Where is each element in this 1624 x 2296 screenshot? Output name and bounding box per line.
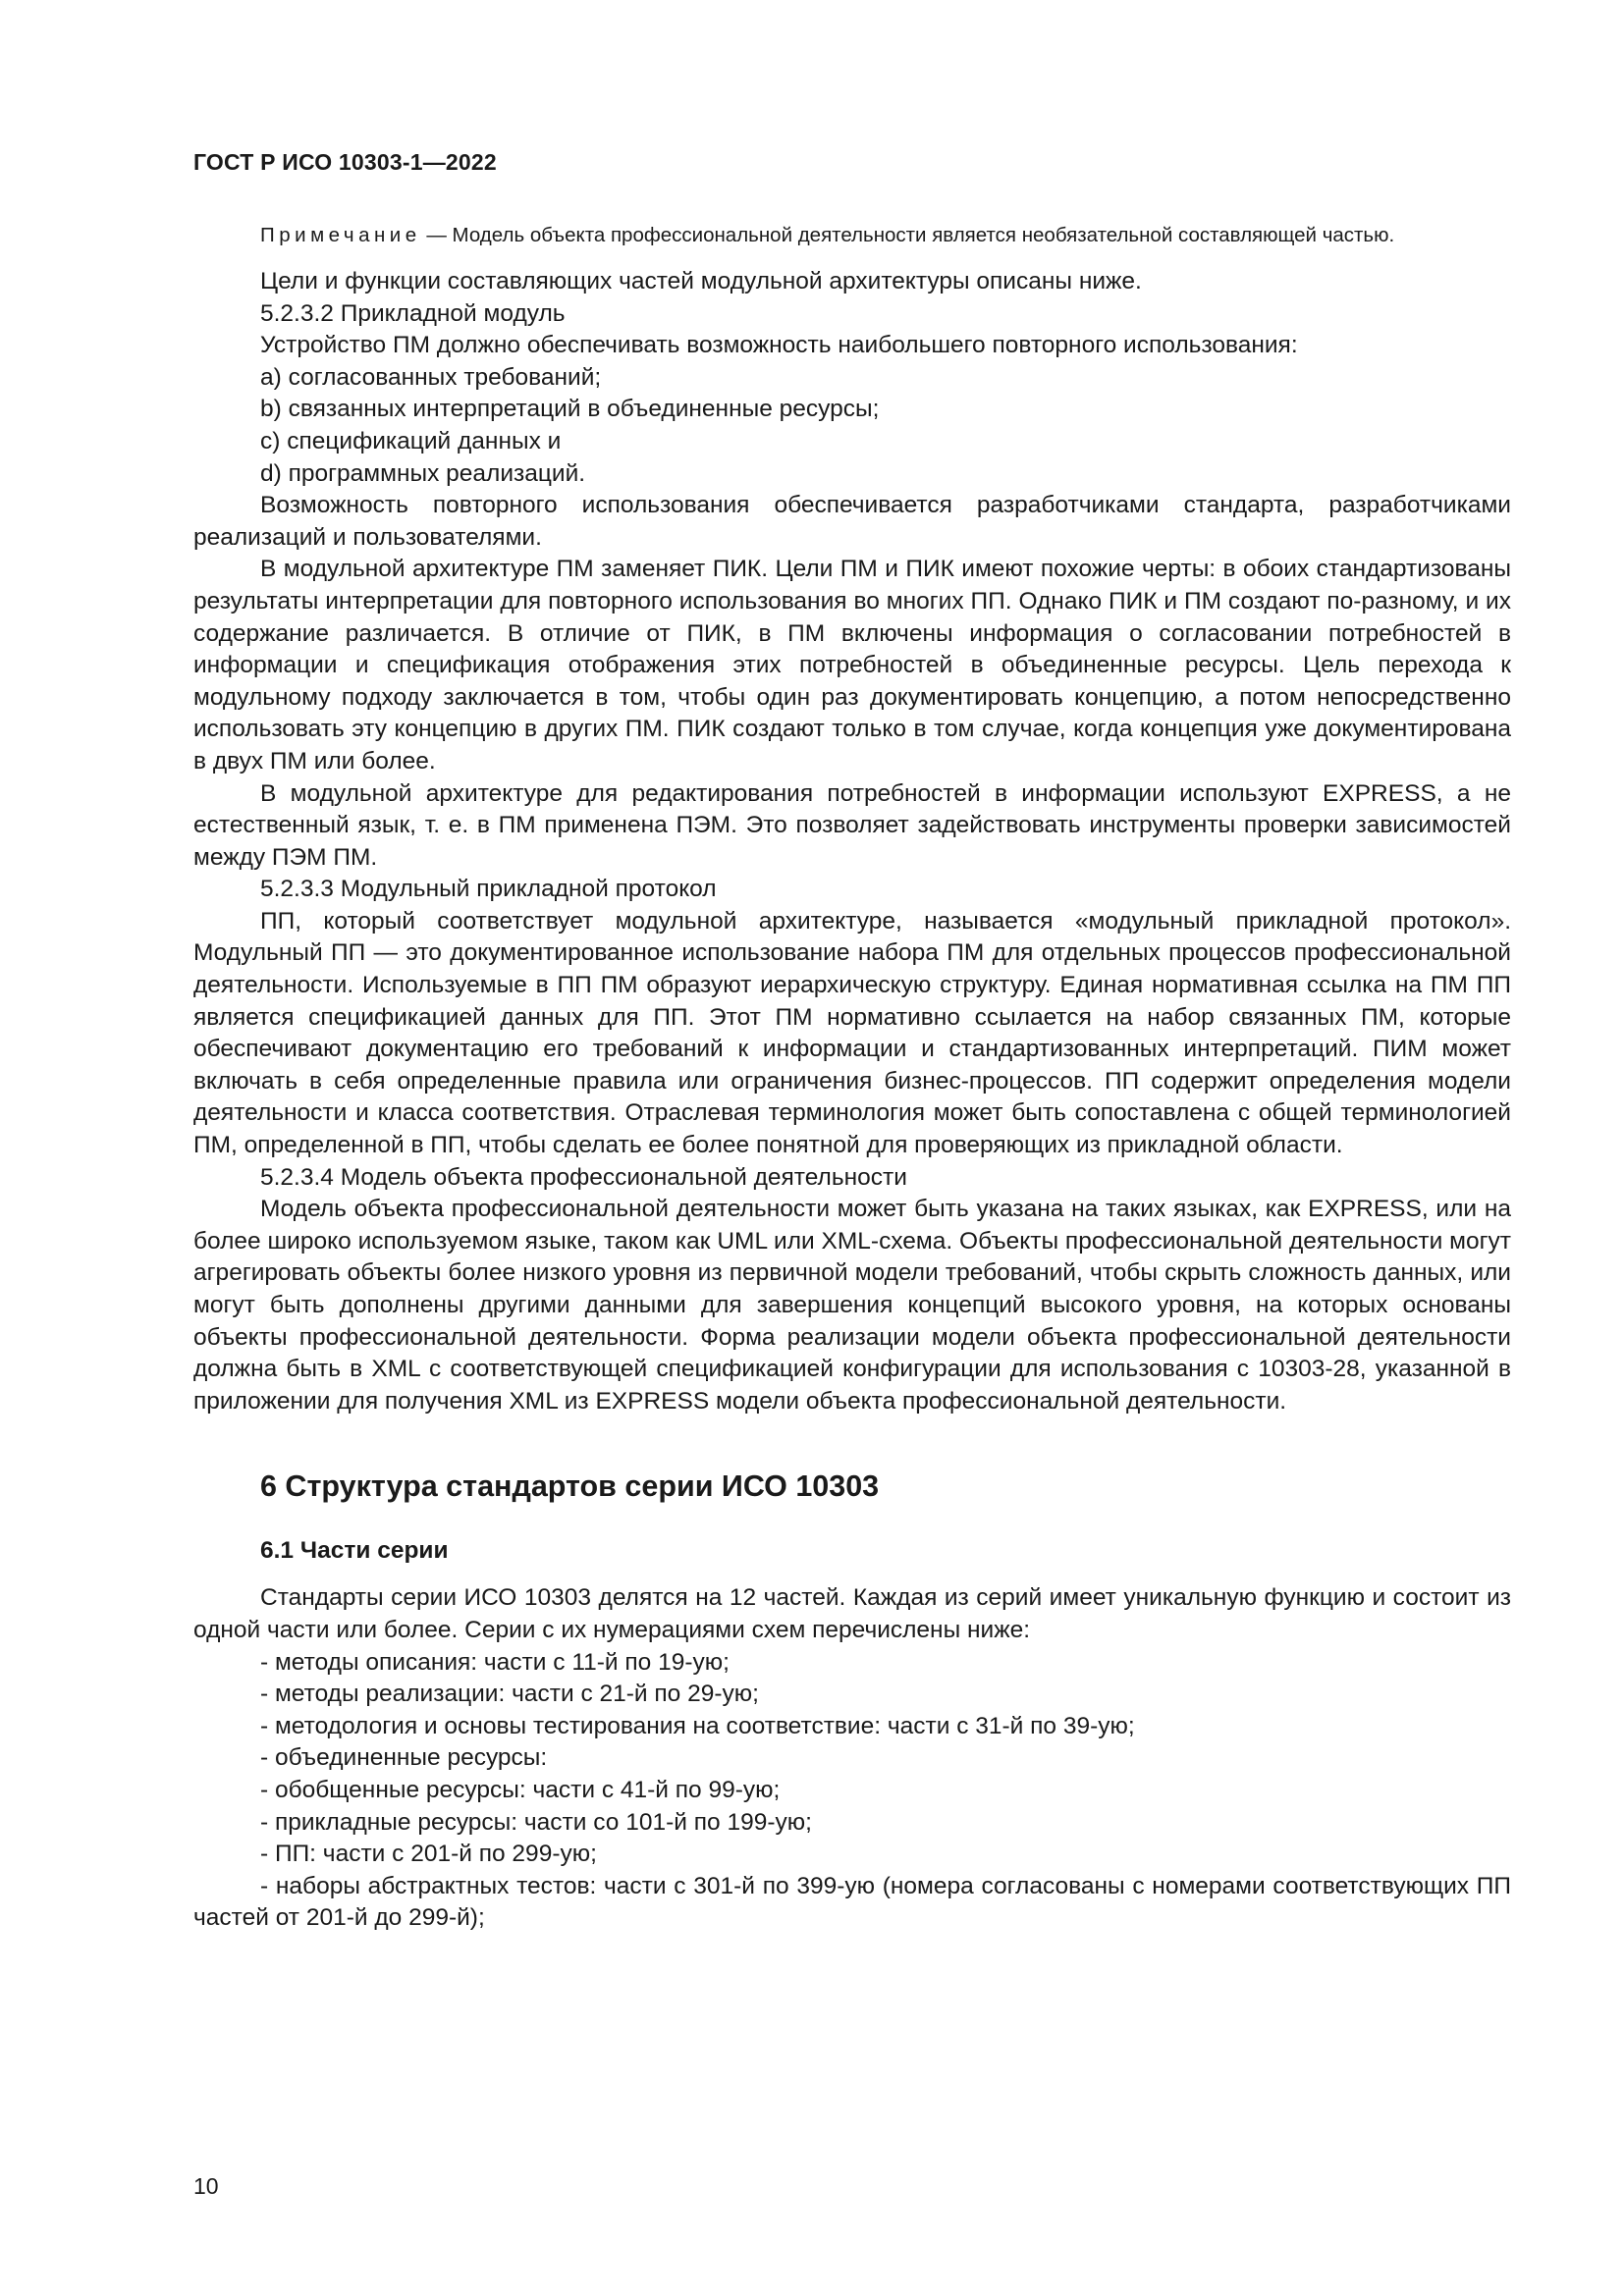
paragraph: Стандарты серии ИСО 10303 делятся на 12 частей. Каждая из серий имеет уникальную функцию и состоит из одной части или более. Серии с их нумерациями схем перечислены ниже: <box>193 1584 1511 1643</box>
page-body <box>193 221 1511 1935</box>
list-item: - объединенные ресурсы: <box>260 1744 548 1772</box>
paragraph: ПП, который соответствует модульной архитектуре, называется «модульный прикладной протокол». Модульный ПП — это документированное использование набора ПМ для отдельных процессов профессиональной деятельности. Используемые в ПП ПМ образуют иерархическую структуру. Единая нормативная ссылка на ПМ ПП является спецификацией данных для ПП. Этот ПМ нормативно ссылается на набор связанных ПМ, которые обеспечивают документацию его требований к информации и стандартизованных интерпретаций. ПИМ может включать в себя определенные правила или ограничения бизнес-процессов. ПП содержит определения модели деятельности и класса соответствия. Отраслевая терминология может быть сопоставлена с общей терминологией ПМ, определенной в ПП, чтобы сделать ее более понятной для проверяющих из прикладной области. <box>193 907 1511 1159</box>
body-paragraphs-group-a <box>193 266 1511 1417</box>
clause-heading: 5.2.3.2 Прикладной модуль <box>260 299 566 327</box>
note-text: — Модель объекта профессиональной деятельности является необязательной составляющей частью. <box>420 224 1395 246</box>
list-item: b) связанных интерпретаций в объединенные ресурсы; <box>260 396 880 423</box>
list-item: - ПП: части с 201-й по 299-ую; <box>260 1841 597 1868</box>
paragraph: В модульной архитектуре для редактирования потребностей в информации используют EXPRESS, а не естественный язык, т. е. в ПМ применена ПЭМ. Это позволяет задействовать инструменты проверки зависимостей между ПЭМ ПМ. <box>193 779 1511 871</box>
body-paragraphs-group-b <box>193 1582 1511 1935</box>
clause-heading: 5.2.3.3 Модульный прикладной протокол <box>260 876 717 903</box>
list-item: d) программных реализаций. <box>260 459 586 487</box>
paragraph: Устройство ПМ должно обеспечивать возможность наибольшего повторного использования: <box>260 332 1298 359</box>
list-item: a) согласованных требований; <box>260 363 602 391</box>
section-heading: 6 Структура стандартов серии ИСО 10303 <box>260 1469 880 1504</box>
list-item: - методология и основы тестирования на соответствие: части с 31-й по 39-ую; <box>260 1712 1135 1739</box>
note-label: Примечание <box>260 224 421 246</box>
subsection-heading: 6.1 Части серии <box>260 1537 449 1565</box>
paragraph: В модульной архитектуре ПМ заменяет ПИК. Цели ПМ и ПИК имеют похожие черты: в обоих стандартизованы результаты интерпретации для повторного использования во многих ПП. Однако ПИК и ПМ создают по-разному, и их содержание различается. В отличие от ПИК, в ПМ включены информация о согласовании потребностей в информации и спецификация отображения этих потребностей в объединенные ресурсы. Цель перехода к модульному подходу заключается в том, чтобы один раз документировать концепцию, а потом непосредственно использовать эту концепцию в других ПМ. ПИК создают только в том случае, когда концепция уже документирована в двух ПМ или более. <box>193 556 1511 774</box>
list-item: - прикладные ресурсы: части со 101-й по 199-ую; <box>260 1808 812 1836</box>
paragraph: Цели и функции составляющих частей модульной архитектуры описаны ниже. <box>260 268 1142 294</box>
list-item: - наборы абстрактных тестов: части с 301-й по 399-ую (номера согласованы с номерами соответствующих ПП частей от 201-й до 299-й); <box>193 1872 1511 1932</box>
list-item: - обобщенные ресурсы: части с 41-й по 99-ую; <box>260 1776 781 1803</box>
clause-heading: 5.2.3.4 Модель объекта профессиональной деятельности <box>260 1163 907 1191</box>
list-item: - методы описания: части с 11-й по 19-ую; <box>260 1648 730 1676</box>
list-item: - методы реализации: части с 21-й по 29-ую; <box>260 1681 759 1708</box>
page-number: 10 <box>193 2173 219 2199</box>
list-item: c) спецификаций данных и <box>260 427 562 454</box>
paragraph: Модель объекта профессиональной деятельности может быть указана на таких языках, как EXPRESS, или на более широко используемом языке, таком как UML или XML-схема. Объекты профессиональной деятельности могут агрегировать объекты более низкого уровня из первичной модели требований, чтобы скрыть сложность данных, или могут быть дополнены другими данными для завершения концепций высокого уровня, на которых основаны объекты профессиональной деятельности. Форма реализации модели объекта профессиональной деятельности должна быть в XML с соответствующей спецификацией конфигурации для использования с 10303-28, указанной в приложении для получения XML из EXPRESS модели объекта профессиональной деятельности. <box>193 1196 1511 1415</box>
document-header: ГОСТ Р ИСО 10303-1—2022 <box>193 149 497 175</box>
paragraph: Возможность повторного использования обеспечивается разработчиками стандарта, разработчиками реализаций и пользователями. <box>193 492 1511 551</box>
note <box>193 221 1511 250</box>
